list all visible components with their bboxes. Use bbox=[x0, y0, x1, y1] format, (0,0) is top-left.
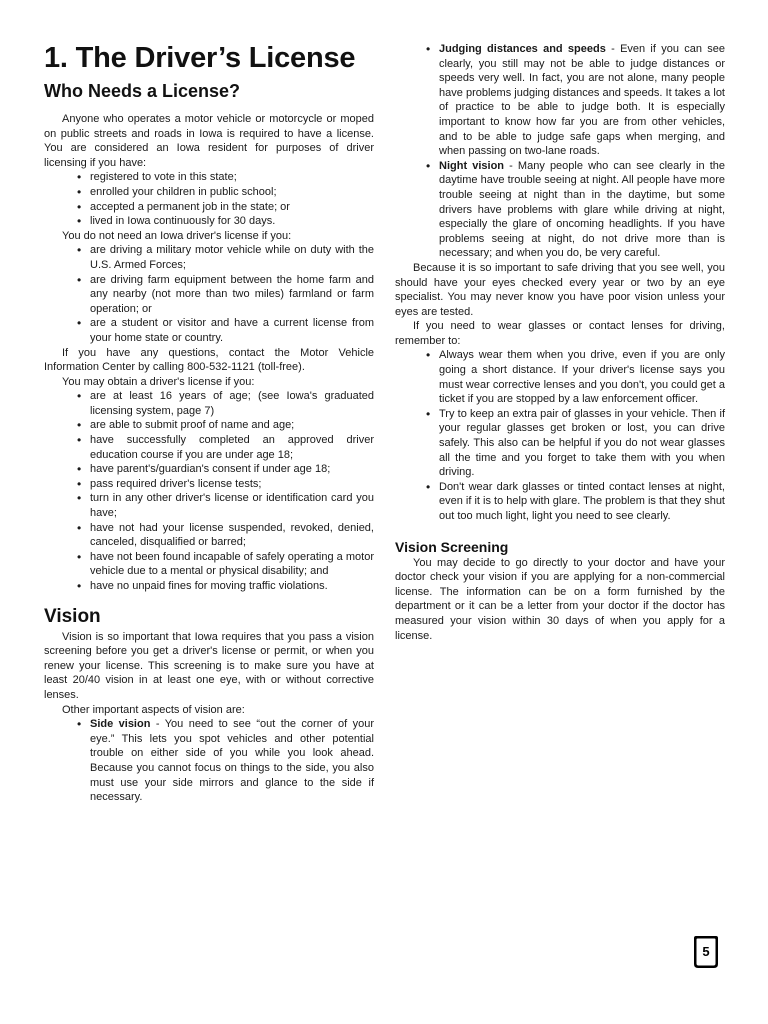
judging-text: - Even if you can see clearly, you still may not be able to judge distances or speeds very well. In fact, you are not alone, many people have problems judging distances and speeds. It takes a lot of practice to be able to judge both. It is especially important to know how far you are from other vehicles, and to be able to judge safe gaps when merging, and when passing on two-lane roads. bbox=[439, 43, 725, 158]
section-heading-vision-screening: Vision Screening bbox=[395, 538, 509, 555]
vision-aspects-list-right bbox=[395, 42, 725, 261]
not-needed-list bbox=[44, 243, 374, 345]
page-title: 1. The Driver’s License bbox=[44, 42, 356, 74]
page-number: 5 bbox=[702, 944, 710, 959]
resident-intro: Anyone who operates a motor vehicle or motorcycle or moped on public streets and roads in Iowa is required to have a license. You are considered an Iowa resident for purposes of driver licensing if you have: bbox=[44, 113, 374, 169]
glasses-list bbox=[395, 348, 725, 523]
list-item-night-vision bbox=[439, 159, 725, 261]
questions-paragraph: If you have any questions, contact the Motor Vehicle Information Center by calling 800-532-1121 (toll-free). bbox=[44, 346, 374, 374]
night-vision-label: Night vision bbox=[439, 159, 505, 172]
not-needed-intro: You do not need an Iowa driver's license if you: bbox=[62, 229, 292, 242]
eye-checkup-paragraph: Because it is so important to safe driving that you see well, you should have your eyes checked every year or two by an eye specialist. You may never know you have poor vision unless your eyes are tested. bbox=[395, 261, 725, 318]
resident-list bbox=[44, 170, 374, 228]
list-item: • are able to submit proof of name and age; bbox=[90, 418, 374, 433]
vision-screening-paragraph: You may decide to go directly to your doctor and have your doctor check your vision if you are applying for a non-commercial license. The information can be on a form furnished by the department or it can be a letter from your doctor if the doctor has measured your vision within 30 days of when you apply for a license. bbox=[395, 556, 725, 642]
list-item: • Try to keep an extra pair of glasses in your vehicle. Then if your regular glasses get broken or lost, you can drive safely. This also can be helpful if you do not wear glasses all the time and you forget to take them with you when driving. bbox=[439, 407, 725, 480]
side-vision-label: Side vision bbox=[90, 718, 151, 731]
list-item: • have parent's/guardian's consent if under age 18; bbox=[90, 462, 374, 477]
list-item: • have not been found incapable of safely operating a motor vehicle due to a mental or physical disability; and bbox=[90, 550, 374, 579]
list-item: • are driving a military motor vehicle while on duty with the U.S. Armed Forces; bbox=[90, 243, 374, 272]
list-item: • have not had your license suspended, revoked, denied, canceled, disqualified or barred; bbox=[90, 521, 374, 550]
list-item: • enrolled your children in public school; bbox=[90, 185, 374, 200]
page-number-badge bbox=[690, 935, 722, 969]
right-column bbox=[395, 42, 725, 643]
list-item: • have successfully completed an approved driver education course if you are under age 18; bbox=[90, 433, 374, 462]
side-vision-text: - You need to see “out the corner of your eye.” This lets you spot vehicles and other potential trouble on either side of you while you look ahead. Because you cannot focus on things to the side, you also must use your side mirrors and glance to the side if necessary. bbox=[90, 718, 374, 804]
obtain-intro: You may obtain a driver's license if you: bbox=[62, 375, 255, 388]
list-item: • lived in Iowa continuously for 30 days. bbox=[90, 214, 374, 229]
list-item: • turn in any other driver's license or identification card you have; bbox=[90, 491, 374, 520]
vision-aspects-list-left bbox=[44, 717, 374, 805]
list-item: • registered to vote in this state; bbox=[90, 170, 374, 185]
list-item: • pass required driver's license tests; bbox=[90, 477, 374, 492]
list-item: • accepted a permanent job in the state; or bbox=[90, 200, 374, 215]
judging-label: Judging distances and speeds bbox=[439, 43, 606, 55]
left-column bbox=[44, 38, 374, 805]
list-item-side-vision bbox=[90, 717, 374, 805]
night-vision-text: - Many people who can see clearly in the daytime have trouble seeing at night. All people have more trouble seeing at night than in the daytime, but some drivers have problems with glare while driving at night, especially the glare of oncoming headlights. If you have problems seeing at night, do not drive more than is necessary; and when you do, be very careful. bbox=[439, 159, 725, 260]
list-item-judging-distances bbox=[439, 42, 725, 159]
section-heading-vision: Vision bbox=[44, 605, 101, 627]
list-item: • are a student or visitor and have a current license from your home state or country. bbox=[90, 316, 374, 345]
obtain-list bbox=[44, 389, 374, 593]
list-item: • are at least 16 years of age; (see Iowa's graduated licensing system, page 7) bbox=[90, 389, 374, 418]
glasses-intro: If you need to wear glasses or contact lenses for driving, remember to: bbox=[395, 320, 725, 347]
vision-intro: Vision is so important that Iowa requires that you pass a vision screening before you get a driver's license or permit, or when you renew your license. This screening is to make sure you have at least 20/40 vision in at least one eye, with or without corrective lenses. bbox=[44, 630, 374, 701]
list-item: • Don't wear dark glasses or tinted contact lenses at night, even if it is to help with glare. The problem is that they shut out too much light, light you need to see clearly. bbox=[439, 480, 725, 524]
list-item: • Always wear them when you drive, even if you are only going a short distance. If your driver's license says you must wear corrective lenses and you don't, you could get a ticket if you are stopped by a law enforcement officer. bbox=[439, 348, 725, 406]
list-item: • have no unpaid fines for moving traffic violations. bbox=[90, 579, 374, 594]
section-heading-who-needs-license: Who Needs a License? bbox=[44, 81, 241, 101]
vision-aspects-intro: Other important aspects of vision are: bbox=[62, 703, 245, 716]
list-item: • are driving farm equipment between the home farm and any nearby (not more than two miles) farmland or farm operation; or bbox=[90, 273, 374, 317]
